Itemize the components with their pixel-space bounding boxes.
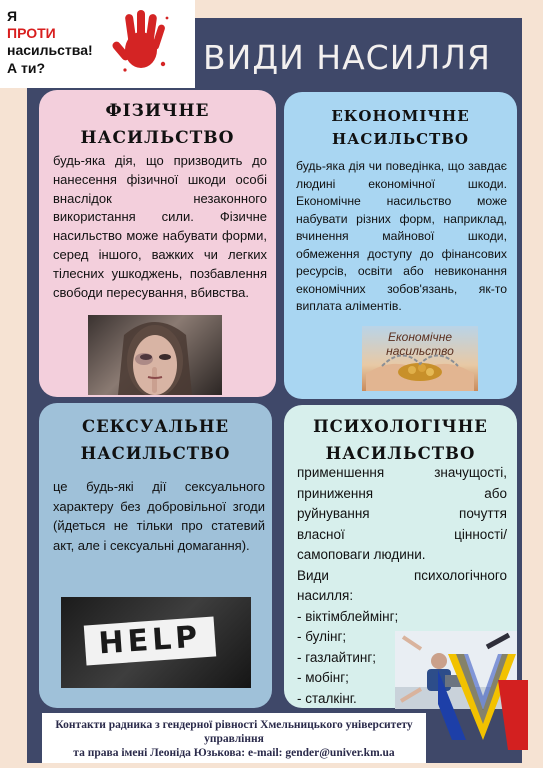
list-item: - мобінг; [297,670,349,685]
footer-line-1: Контакти радника з гендерної рівності Хмельницького університету управління [55,719,413,745]
card-description: це будь-які дії сексуального характеру без добровільної згоди (йдеться не тільки про статевий акт, але і сексуальні домагання). [53,479,265,553]
card-description: будь-яка дія, що призводить до нанесення фізичної шкоди особі внаслідок незаконного використання сили. Фізичне насильство може набувати форми, серед іншого, важких чи легких тілесних ушкоджень, позбавлення свободи пересування, вбивства. [53,153,267,300]
photo-help-sign [61,597,251,688]
logo-line-2: ПРОТИ [7,25,56,41]
page-title: ВИДИ НАСИЛЛЯ [203,38,491,77]
text-line: приниження або [297,485,507,501]
card-title-line-2: НАСИЛЬСТВО [325,444,476,463]
campaign-logo [0,0,195,88]
footer-text [42,718,426,760]
text-line: насилля: [297,588,354,603]
list-item: - сталкінг. [297,690,357,706]
card-title-line-1: СЕКСУАЛЬНЕ [81,417,230,436]
list-item: - булінг; [297,629,347,644]
card-description: будь-яка дія чи поведінка, що завдає людині економічної шкоди. Економічне насильство може набувати різних форм, наприклад, вчинення майнової шкоди, обмеження доступу до фінансових ресурсів, освіти або невиконання економічних зобов'язань, як-то виплата аліментів. [296,159,507,313]
card-title-line-2: НАСИЛЬСТВО [80,128,235,148]
help-sign: HELP [84,617,216,666]
list-item: - віктімблеймінг; [297,608,399,624]
red-hand-icon [105,6,175,76]
image-caption-line-1: Економічне [387,330,452,344]
card-title-line-1: ФІЗИЧНЕ [105,101,210,121]
card-title-line-1: ПСИХОЛОГІЧНЕ [313,417,488,436]
logo-line-4: А ти? [7,60,46,76]
list-item: - газлайтинг; [297,649,377,665]
text-line: руйнування почуття [297,506,507,521]
card-title [284,105,517,151]
text-line: самоповаги людини. [297,547,426,562]
text-line: применшення значущості, [297,465,507,480]
card-title [39,413,272,467]
card-title-line-1: ЕКОНОМІЧНЕ [331,107,470,125]
photo-bruised-woman [88,315,222,395]
logo-line-3: насильства! [7,42,93,58]
card-title-line-2: НАСИЛЬСТВО [80,444,231,463]
logo-line-1: Я [7,8,18,24]
card-title-line-2: НАСИЛЬСТВО [332,130,469,148]
university-logo-icon [438,640,528,750]
image-caption-line-2: насильство [386,344,454,358]
text-line: власної цінності/ [297,526,507,542]
text-line: Види психологічного [297,567,507,583]
footer-line-2: та права імені Леоніда Юзькова: e-mail: gender@univer.km.ua [73,747,395,759]
contact-footer [42,713,426,763]
card-title [39,98,276,152]
hands-coins-illustration [362,326,478,391]
woman-face-illustration [88,315,222,395]
card-title [284,413,517,467]
photo-economic-violence [362,326,478,391]
